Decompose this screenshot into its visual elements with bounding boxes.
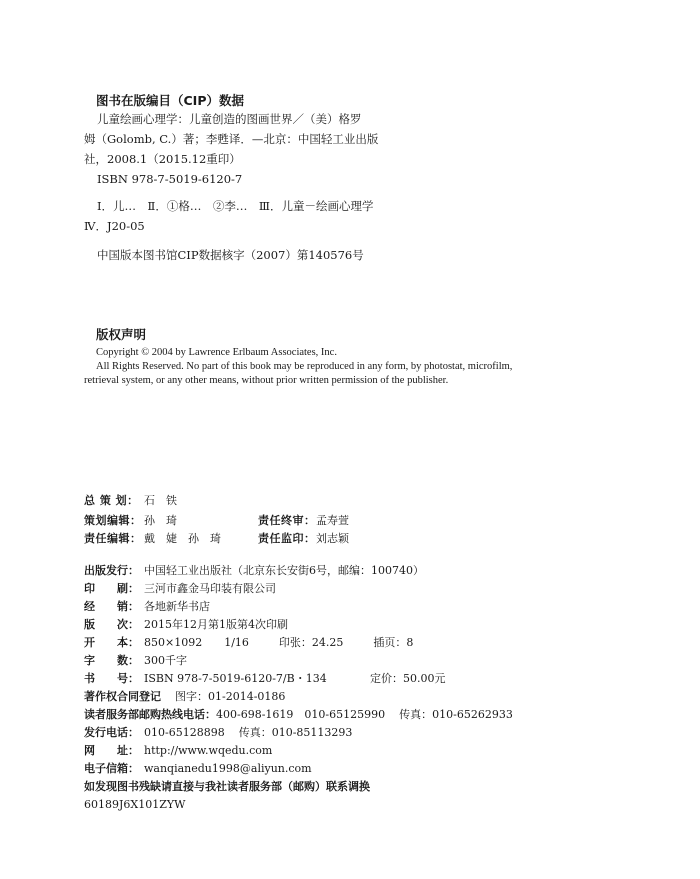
sales-label: 发行电话： [84, 726, 139, 739]
pub-printer-row [84, 580, 276, 598]
publisher-value: 中国轻工业出版社（北京东长安街6号，邮编：100740） [144, 564, 424, 577]
pub-sales-row [84, 724, 352, 742]
hotline-value: 400-698-1619 010-65125990 [216, 708, 386, 721]
sales-value: 010-65128898 [144, 726, 225, 739]
pub-web-row [84, 742, 272, 760]
pub-edition-row [84, 616, 288, 634]
planner-value: 石 铁 [144, 494, 177, 507]
publisher-label: 出版发行： [84, 564, 139, 577]
isbn-label: 书 号： [84, 672, 139, 685]
price-label: 定价： [370, 672, 403, 685]
cip-line: 儿童绘画心理学：儿童创造的图画世界／（美）格罗 [97, 112, 362, 126]
pub-code: 60189J6X101ZYW [84, 798, 186, 811]
plan-editor-label: 策划编辑： [84, 514, 142, 527]
staff-resp-editor-row [84, 530, 221, 548]
cip-subject-line: Ⅰ．儿… Ⅱ．①格… ②李… Ⅲ．儿童－绘画心理学 [97, 199, 374, 213]
cip-isbn: ISBN 978-7-5019-6120-7 [97, 172, 243, 186]
hotline-fax-value: 010-65262933 [432, 708, 513, 721]
words-label: 字 数： [84, 654, 139, 667]
email-label: 电子信箱： [84, 762, 139, 775]
format-label: 开 本： [84, 636, 139, 649]
cip-line: 社，2008.1（2015.12重印） [84, 152, 241, 166]
copyright-line: Copyright © 2004 by Lawrence Erlbaum Associates, Inc. [96, 347, 337, 358]
resp-editor-label: 责任编辑： [84, 532, 142, 545]
email-value: wanqianedu1998@aliyun.com [144, 762, 312, 775]
copyright-line: retrieval system, or any other means, without prior written permission of the publisher. [84, 375, 449, 386]
printer-label: 印 刷： [84, 582, 139, 595]
cip-line: 姆（Golomb, C.）著；李甦译．—北京：中国轻工业出版 [84, 132, 379, 146]
copyright-title: 版权声明 [96, 327, 147, 342]
plan-editor-value: 孙 琦 [144, 514, 177, 527]
format-value: 850×1092 1/16 [144, 636, 249, 649]
staff-plan-editor-row [84, 512, 177, 530]
staff-final-review-row [258, 512, 349, 530]
staff-planner-row [84, 492, 177, 510]
pub-words-row [84, 652, 187, 670]
pub-isbn-row [84, 670, 327, 688]
printer-value: 三河市鑫金马印装有限公司 [144, 582, 276, 595]
edition-label: 版 次： [84, 618, 139, 631]
final-review-label: 责任终审： [258, 514, 316, 527]
supervisor-label: 责任监印： [258, 532, 316, 545]
pub-email-row [84, 760, 312, 778]
contract-value: 图字：01-2014-0186 [175, 690, 286, 703]
web-label: 网 址： [84, 744, 139, 757]
distributor-label: 经 销： [84, 600, 139, 613]
sales-fax-label: 传真： [238, 726, 272, 739]
pub-format-row [84, 634, 413, 652]
staff-supervisor-row [258, 530, 349, 548]
distributor-value: 各地新华书店 [144, 600, 210, 613]
price-value: 50.00元 [403, 672, 446, 685]
web-value: http://www.wqedu.com [144, 744, 273, 757]
pub-price [370, 670, 446, 688]
pub-publisher-row [84, 562, 424, 580]
sales-fax-value: 010-85113293 [271, 726, 353, 739]
words-value: 300千字 [144, 654, 187, 667]
pub-distributor-row [84, 598, 210, 616]
pub-notice: 如发现图书残缺请直接与我社读者服务部（邮购）联系调换 [84, 780, 370, 793]
pub-hotline-row [84, 706, 513, 724]
contract-label: 著作权合同登记 [84, 690, 161, 703]
cip-record-number: 中国版本图书馆CIP数据核字（2007）第140576号 [97, 248, 364, 262]
planner-label: 总 策 划： [84, 494, 139, 507]
sheets-label: 印张： [278, 636, 312, 649]
copyright-line: All Rights Reserved. No part of this book may be reproduced in any form, by photostat, microfilm, [96, 361, 513, 372]
cip-title: 图书在版编目（CIP）数据 [96, 93, 244, 108]
hotline-fax-label: 传真： [399, 708, 433, 721]
pub-contract-row [84, 688, 285, 706]
supervisor-value: 刘志颖 [316, 532, 349, 545]
plates-label: 插页： [373, 636, 407, 649]
sheets-value: 24.25 [311, 636, 344, 649]
cip-classification: Ⅳ．J20-05 [84, 219, 145, 233]
resp-editor-value: 戴 婕 孙 琦 [144, 532, 221, 545]
edition-value: 2015年12月第1版第4次印刷 [144, 618, 288, 631]
plates-value: 8 [406, 636, 414, 649]
final-review-value: 孟寿萱 [316, 514, 349, 527]
hotline-label: 读者服务部邮购热线电话： [84, 708, 216, 721]
isbn-value: ISBN 978-7-5019-6120-7/B・134 [144, 672, 327, 685]
